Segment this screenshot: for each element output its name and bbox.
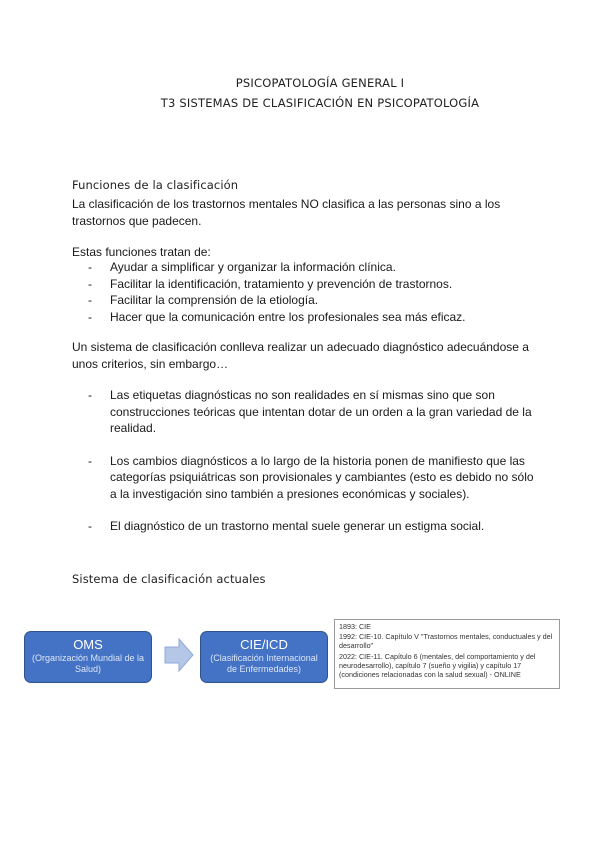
caveats-list [88,387,538,551]
list-item: - Facilitar la identificación, tratamiento y prevención de trastornos. [88,276,453,291]
functions-lead: Estas funciones tratan de: [72,245,211,259]
dash-bullet: - [88,260,92,274]
dash-bullet: - [88,309,92,324]
list-item: - Ayudar a simplificar y organizar la información clínica. [88,260,396,274]
section-heading-sistemas: Sistema de clasificación actuales [72,572,266,586]
note-line-2022: 2022: CIE-11. Capítulo 6 (mentales, del comportamiento y del neurodesarrollo), capítulo 7 (sueño y vigilia) y capítulo 17 (condiciones relacionadas con la salud sexual) - ONLINE [339,651,536,680]
system-paragraph: Un sistema de clasificación conlleva realizar un adecuado diagnóstico adecuándose a unos criterios, sin embargo… [72,340,529,371]
functions-list [88,259,538,325]
cie-subtitle: (Clasificación Internacional de Enfermedades) [210,653,318,674]
oms-box [24,631,152,683]
right-arrow-icon [164,638,194,672]
list-item: - Los cambios diagnósticos a lo largo de la historia ponen de manifiesto que las categorías psiquiátricas son provisionales y cambiantes (esto es debido no sólo a la investigación sino también a presiones económicas y sociales). [88,453,534,501]
dash-bullet: - [88,276,92,291]
cie-history-note [334,619,560,689]
dash-bullet: - [88,293,92,307]
list-item: - Facilitar la comprensión de la etiología. [88,293,319,307]
list-item: - Las etiquetas diagnósticas no son realidades en sí mismas sino que son construcciones teóricas que intentan dotar de un orden a la gran variedad de la realidad. [88,388,532,435]
section-heading-funciones: Funciones de la clasificación [72,178,239,192]
course-title: PSICOPATOLOGÍA GENERAL I [235,76,405,90]
cie-box [200,631,328,683]
oms-subtitle: (Organización Mundial de la Salud) [31,653,145,674]
intro-paragraph: La clasificación de los trastornos mentales NO clasifica a las personas sino a los trastornos que padecen. [72,197,501,228]
cie-title: CIE/ICD [240,637,288,652]
document-title [0,73,600,113]
oms-title: OMS [73,637,103,652]
topic-title: T3 SISTEMAS DE CLASIFICACIÓN EN PSICOPATOLOGÍA [160,96,480,110]
note-line-1893: 1893: CIE [339,622,371,631]
list-item: - Hacer que la comunicación entre los profesionales sea más eficaz. [88,309,466,324]
note-line-1992: 1992: CIE-10. Capítulo V "Trastornos mentales, conductuales y del desarrollo" [339,632,553,651]
dash-bullet: - [88,519,92,533]
dash-bullet: - [88,388,92,402]
dash-bullet: - [88,453,92,468]
list-item: - El diagnóstico de un trastorno mental suele generar un estigma social. [88,519,485,533]
